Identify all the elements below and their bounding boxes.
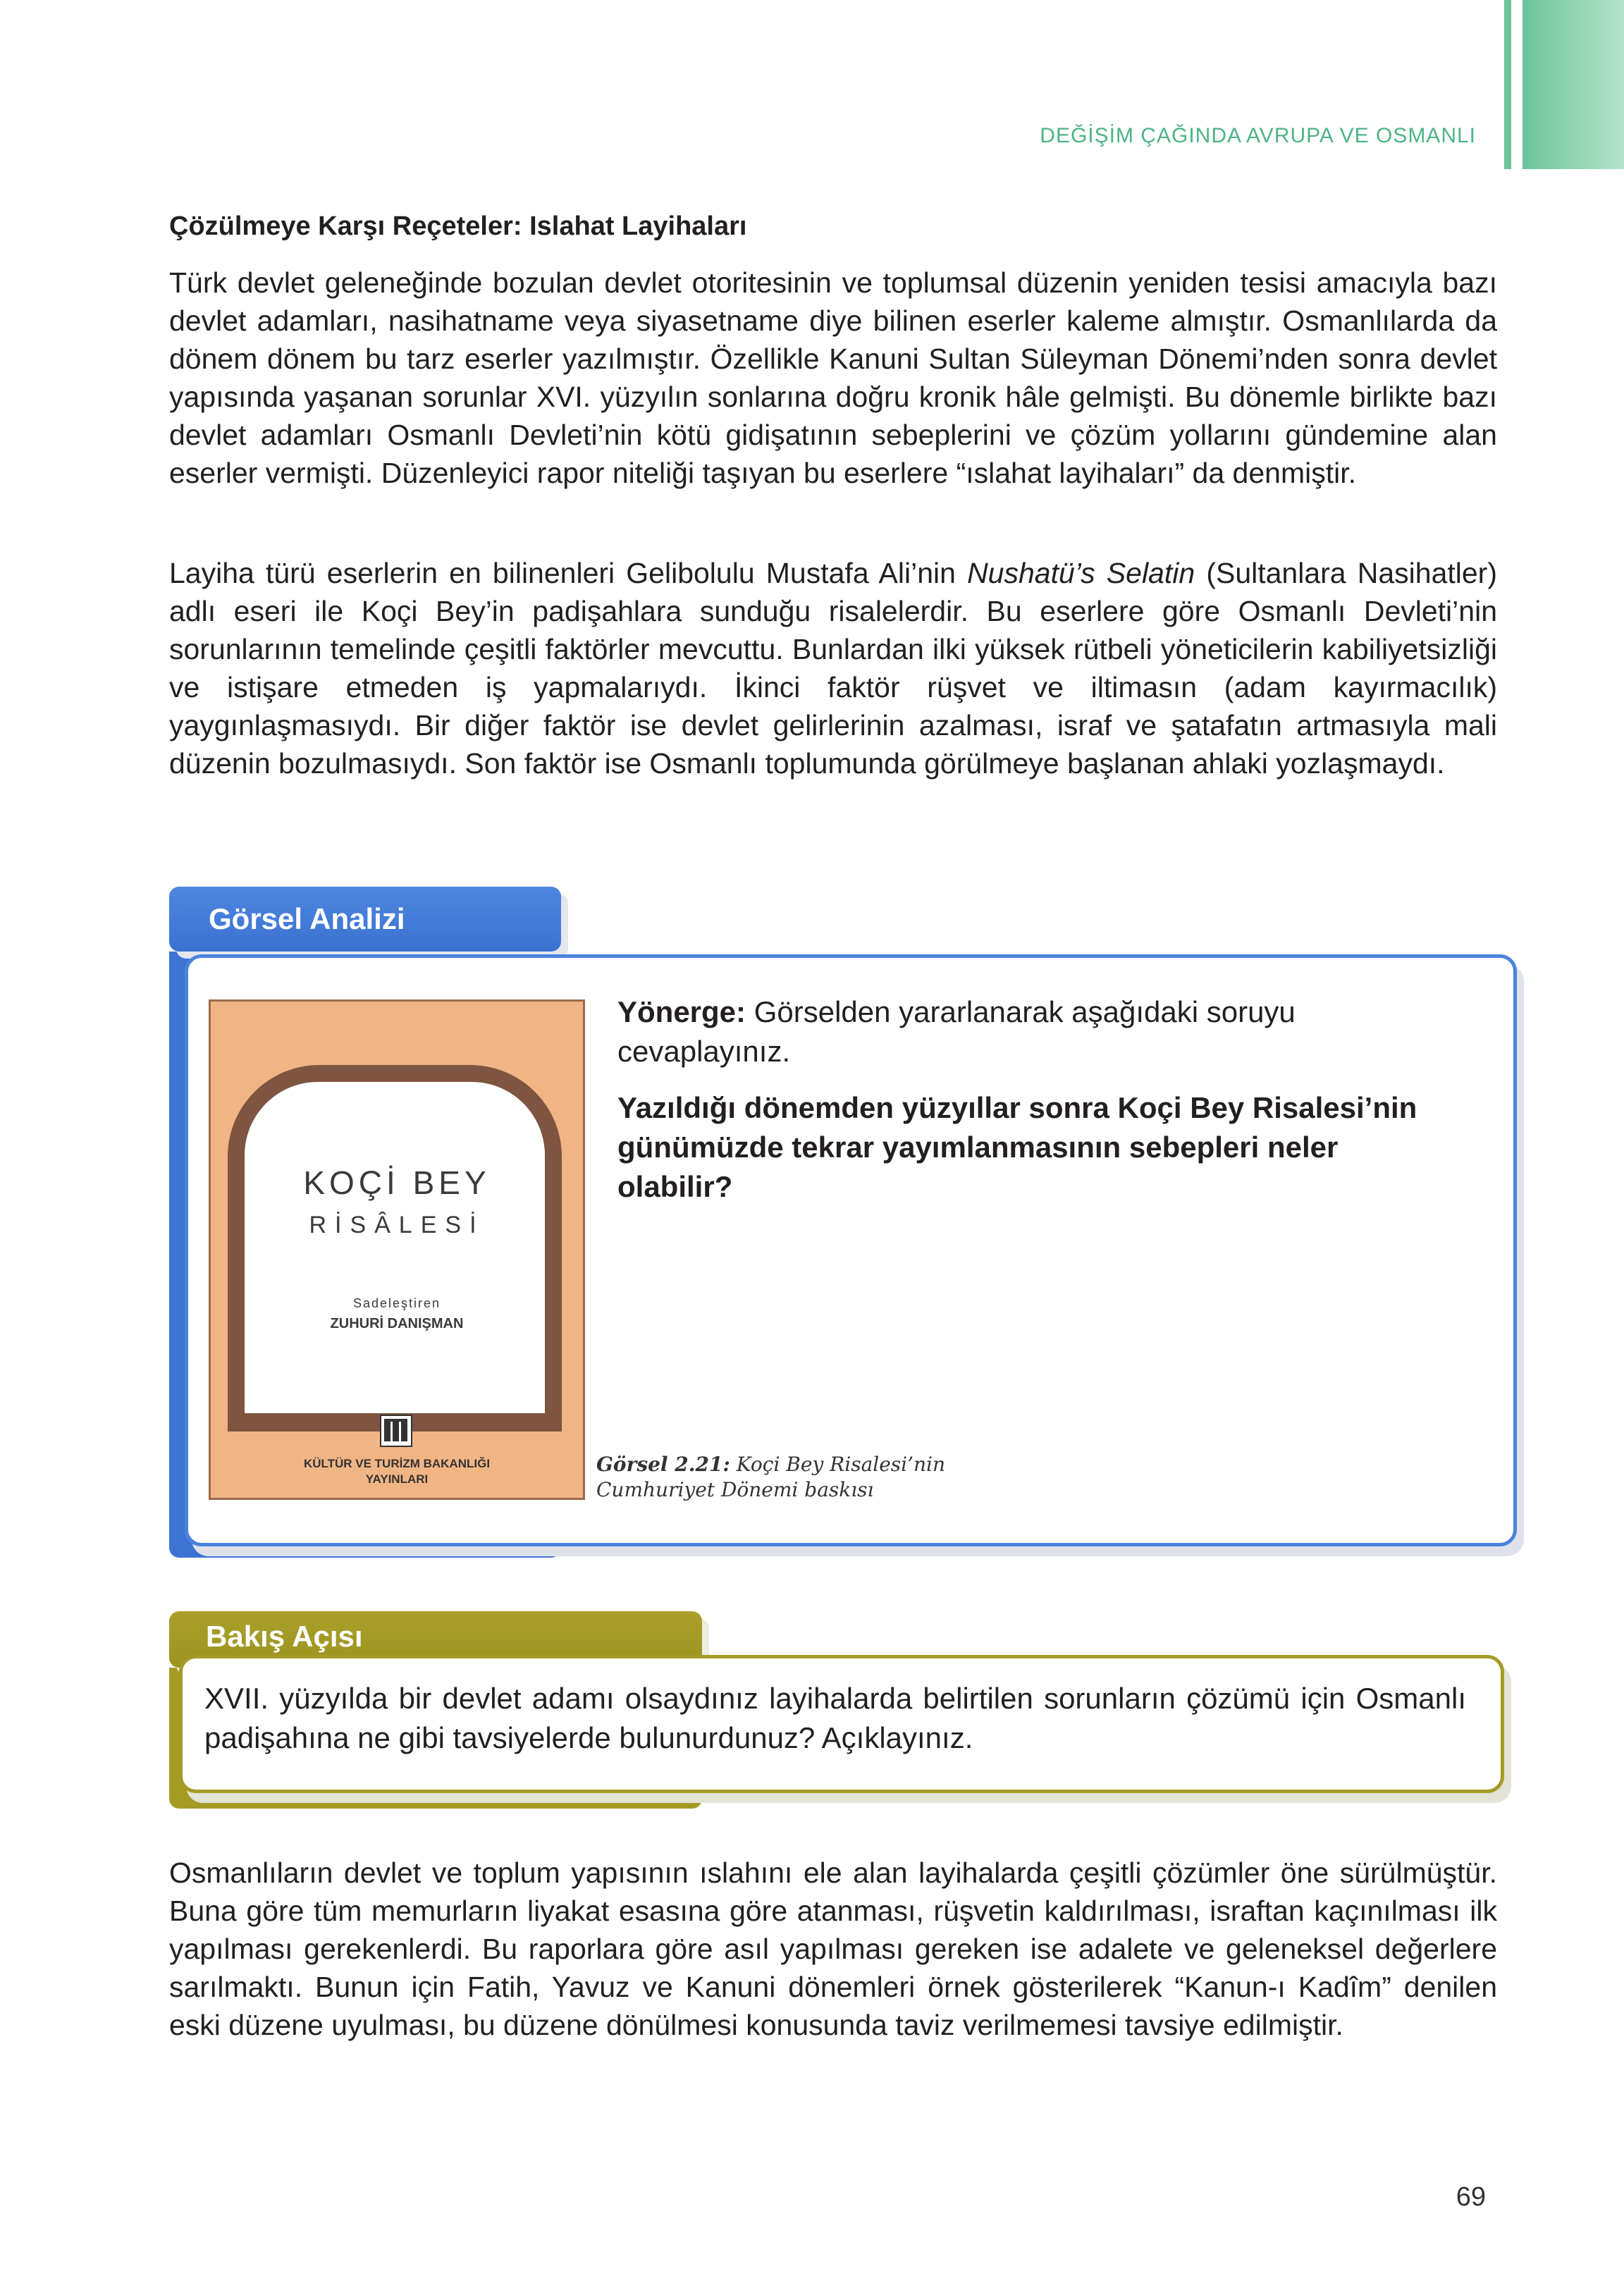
directive-text: Görselden yararlanarak aşağıdaki soruyu cevaplayınız. xyxy=(617,995,1296,1068)
paragraph-2 xyxy=(169,554,1497,782)
cover-publisher: KÜLTÜR VE TURİZM BAKANLIĞI xyxy=(303,1457,491,1470)
cover-subtitle: RİSÂLESİ xyxy=(309,1212,485,1238)
bakis-acisi-question: XVII. yüzyılda bir devlet adamı olsaydınız layihalarda belirtilen sorunların çözümü için Osmanlı padişahına ne gibi tavsiyelerde bulunurdunuz? Açıklayınız. xyxy=(204,1682,1466,1754)
paragraph-1: Türk devlet geleneğinde bozulan devlet otoritesinin ve toplumsal düzenin yeniden tesisi amacıyla bazı devlet adamları, nasihatname veya siyasetname diye bilinen eserler kaleme almıştır. Osmanlılarda da dönem dönem bu tarz eserler yazılmıştır. Özellikle Kanuni Sultan Süleyman Dönemi’nden sonra devlet yapısında yaşanan sorunlar XVI. yüzyılın sonlarına doğru kronik hâle gelmişti. Bu dönemle birlikte bazı devlet adamları Osmanlı Devleti’nin kötü gidişatının sebeplerini ve çözüm yollarını gündemine alan eserler vermişti. Düzenleyici rapor niteliği taşıyan bu eserlere “ıslahat layihaları” da denmiştir. xyxy=(169,266,1497,489)
caption-text: Koçi Bey Risalesi’nin Cumhuriyet Dönemi baskısı xyxy=(596,1453,946,1501)
page-number: 69 xyxy=(1456,2182,1486,2212)
analysis-question: Yazıldığı dönemden yüzyıllar sonra Koçi Bey Risalesi’nin günümüzde tekrar yayımlanmasının sebepleri neler olabilir? xyxy=(617,1091,1417,1203)
bakis-acisi-title: Bakış Açısı xyxy=(206,1620,363,1653)
gorsel-analizi-title: Görsel Analizi xyxy=(209,902,405,935)
book-cover-image xyxy=(209,999,585,1500)
paragraph-2-start: Layiha türü eserlerin en bilinenleri Gelibolulu Mustafa Ali’nin xyxy=(169,557,968,589)
cover-author: ZUHURİ DANIŞMAN xyxy=(330,1316,464,1331)
paragraph-2-rest: (Sultanlara Nasihatler) adlı eseri ile Koçi Bey’in padişahlara sunduğu risalelerdir. Bu eserlere göre Osmanlı Devleti’nin sorunlarının temelinde çeşitli faktörler mevcuttu. Bunlardan ilki yüksek rütbeli yöneticilerin kabiliyetsizliği ve istişare etmeden iş yapmalarıydı. İkinci faktör rüşvet ve iltimasın (adam kayırmacılık) yaygınlaşmasıydı. Bir diğer faktör ise devlet gelirlerinin azalması, israf ve şatafatın artmasıyla mali düzenin bozulmasıydı. Son faktör ise Osmanlı toplumunda görülmeye başlanan ahlaki yozlaşmaydı. xyxy=(169,557,1497,780)
header-bar-thin xyxy=(1504,0,1511,169)
cover-simplified-by: Sadeleştiren xyxy=(352,1296,441,1310)
directive xyxy=(617,992,1428,1071)
cover-arch-inner xyxy=(245,1082,545,1413)
paragraph-3: Osmanlıların devlet ve toplum yapısının ıslahını ele alan layihalarda çeşitli çözümler öne sürülmüştür. Buna göre tüm memurların liyakat esasına göre atanması, rüşvetin kaldırılması, israftan kaçınılması ilk yapılması gerekenlerdi. Bu raporlara göre asıl yapılması gereken ise adalete ve geleneksel değerlere sarılmaktı. Bunun için Fatih, Yavuz ve Kanuni dönemleri örnek gösterilerek “Kanun-ı Kadîm” denilen eski düzene uyulması, bu düzene dönülmesi konusunda taviz verilmemesi tavsiye edilmiştir. xyxy=(169,1857,1497,2041)
cover-publisher-series: YAYINLARI xyxy=(365,1472,429,1486)
book-title: Nushatü’s Selatin xyxy=(967,557,1195,589)
publisher-logo-icon xyxy=(380,1415,412,1447)
running-head: DEĞİŞİM ÇAĞINDA AVRUPA VE OSMANLI xyxy=(1040,124,1476,147)
figure-caption xyxy=(596,1452,991,1503)
caption-label: Görsel 2.21: xyxy=(596,1453,730,1476)
section-title: Çözülmeye Karşı Reçeteler: Islahat Layihaları xyxy=(169,211,747,241)
header-decoration xyxy=(1504,0,1624,169)
cover-title: KOÇİ BEY xyxy=(303,1164,491,1201)
directive-label: Yönerge: xyxy=(617,995,746,1028)
header-bar-thick xyxy=(1522,0,1624,169)
